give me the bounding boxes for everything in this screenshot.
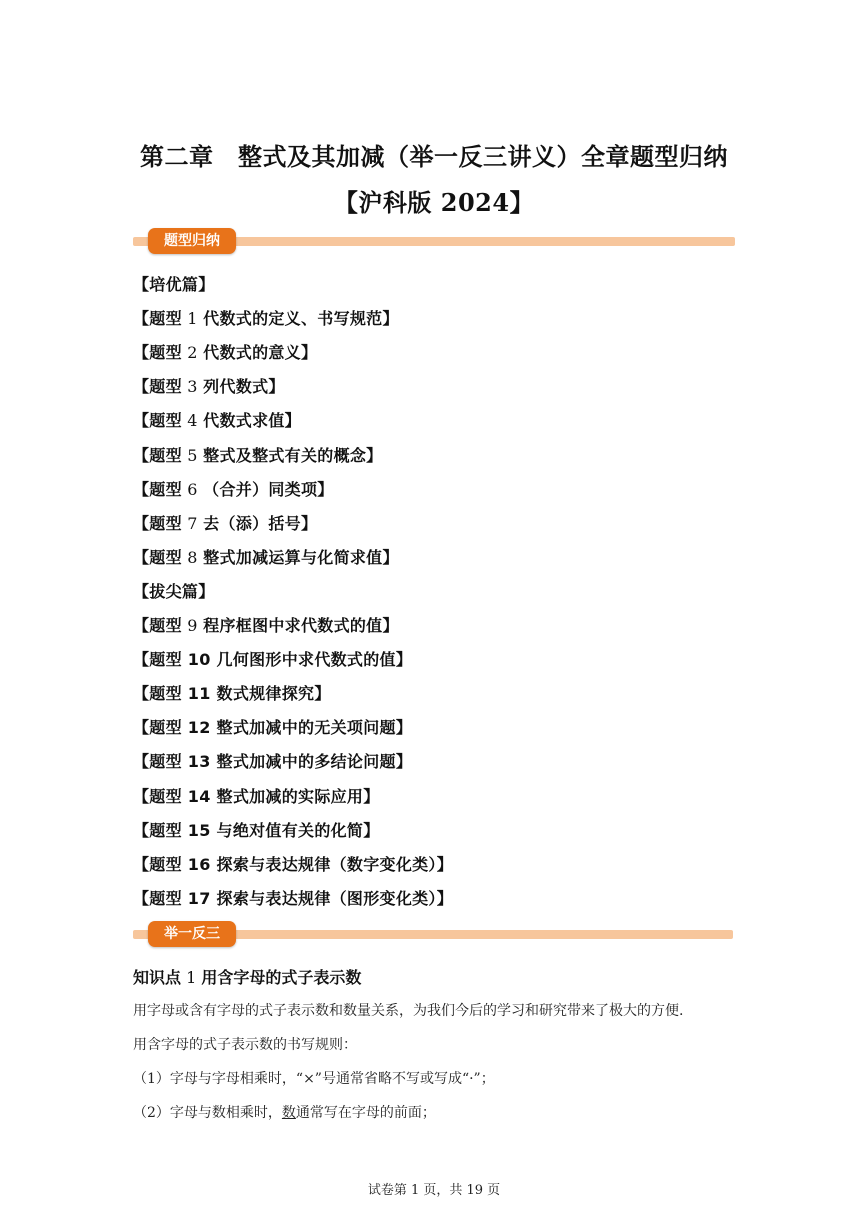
paragraph-text: 通常写在字母的前面； — [295, 1105, 436, 1121]
item-number: 2 — [181, 343, 204, 363]
kp-text: 用含字母的式子表示数 — [201, 968, 362, 987]
item-prefix: 【题型 14 — [133, 786, 217, 806]
item-prefix: 【题型 15 — [133, 820, 217, 840]
list-item — [133, 647, 412, 670]
item-text: 去（添）括号】 — [203, 513, 318, 533]
item-prefix: 【题型 — [133, 411, 182, 431]
item-text: 几何图形中求代数式的值】 — [216, 650, 413, 670]
page-footer: 试卷第 1 页，共 19 页 — [367, 1183, 501, 1198]
item-text: 代数式的定义、书写规范】 — [203, 309, 399, 329]
item-number: 7 — [181, 513, 204, 533]
section-tab-summary: 题型归纳 — [148, 228, 236, 254]
item-text: 整式及整式有关的概念】 — [203, 445, 383, 465]
item-prefix: 【培优篇】 — [133, 275, 215, 294]
item-text: 整式加减中的多结论问题】 — [216, 752, 413, 772]
paragraph: 用字母或含有字母的式子表示数和数量关系，为我们今后的学习和研究带来了极大的方便. — [133, 1003, 684, 1019]
list-item — [133, 511, 317, 534]
kp-number: 1 — [181, 968, 202, 987]
list-item — [133, 579, 215, 602]
item-number: 1 — [181, 309, 204, 329]
list-item — [133, 681, 331, 704]
list-item — [133, 886, 453, 909]
item-text: 整式加减的实际应用】 — [216, 786, 380, 806]
knowledge-point-title — [133, 965, 361, 988]
list-item — [133, 749, 412, 772]
item-prefix: 【题型 16 — [133, 854, 217, 874]
item-text: 代数式的意义】 — [203, 343, 318, 363]
item-prefix: 【题型 10 — [133, 650, 217, 670]
item-prefix: 【题型 — [133, 616, 182, 635]
underlined-text: 数 — [281, 1105, 296, 1121]
item-prefix: 【题型 — [133, 445, 182, 465]
item-prefix: 【题型 — [133, 343, 182, 363]
paragraph — [133, 1102, 436, 1122]
paragraph-text: （2）字母与数相乘时， — [133, 1105, 282, 1121]
section-header-examples — [133, 921, 733, 951]
item-text: （合并）同类项】 — [203, 479, 334, 499]
item-text: 整式加减运算与化简求值】 — [203, 547, 399, 567]
list-item — [133, 715, 412, 738]
document-subtitle: 【沪科版 2024】 — [333, 188, 535, 217]
item-text: 列代数式】 — [203, 377, 285, 397]
section-header-summary — [133, 228, 735, 258]
list-item — [133, 340, 317, 363]
list-item — [133, 613, 399, 636]
list-item — [133, 818, 380, 841]
item-prefix: 【题型 — [133, 479, 182, 499]
list-item — [133, 545, 399, 568]
item-text: 代数式求值】 — [203, 411, 301, 431]
item-prefix: 【题型 — [133, 547, 182, 567]
item-number: 5 — [181, 445, 204, 465]
item-number: 4 — [181, 411, 204, 431]
item-number: 8 — [181, 547, 204, 567]
item-prefix: 【题型 13 — [133, 752, 217, 772]
item-text: 与绝对值有关的化简】 — [216, 820, 380, 840]
item-text: 整式加减中的无关项问题】 — [216, 718, 413, 738]
item-text: 探索与表达规律（图形变化类）】 — [216, 888, 454, 908]
list-item — [133, 852, 453, 875]
list-item — [133, 477, 334, 500]
item-prefix: 【题型 11 — [133, 684, 217, 704]
list-item — [133, 374, 285, 397]
kp-label: 知识点 — [133, 968, 182, 987]
list-item — [133, 443, 382, 466]
document-title: 第二章 整式及其加减（举一反三讲义）全章题型归纳 — [140, 143, 728, 171]
item-text: 探索与表达规律（数字变化类）】 — [216, 854, 454, 874]
item-prefix: 【题型 — [133, 513, 182, 533]
list-item — [133, 408, 301, 431]
list-item — [133, 784, 380, 807]
item-prefix: 【题型 17 — [133, 888, 217, 908]
item-number: 9 — [181, 616, 204, 635]
item-text: 数式规律探究】 — [216, 684, 331, 704]
list-item — [133, 306, 399, 329]
item-number: 3 — [181, 377, 204, 397]
list-item — [133, 272, 215, 295]
section-tab-examples: 举一反三 — [148, 921, 236, 947]
paragraph: （1）字母与字母相乘时，“×”号通常省略不写或写成“·”； — [133, 1071, 495, 1087]
item-prefix: 【题型 — [133, 309, 182, 329]
item-prefix: 【拔尖篇】 — [133, 581, 215, 601]
item-text: 程序框图中求代数式的值】 — [203, 616, 399, 635]
item-prefix: 【题型 — [133, 377, 182, 397]
paragraph: 用含字母的式子表示数的书写规则： — [133, 1037, 357, 1053]
item-prefix: 【题型 12 — [133, 718, 217, 738]
item-number: 6 — [181, 479, 204, 499]
